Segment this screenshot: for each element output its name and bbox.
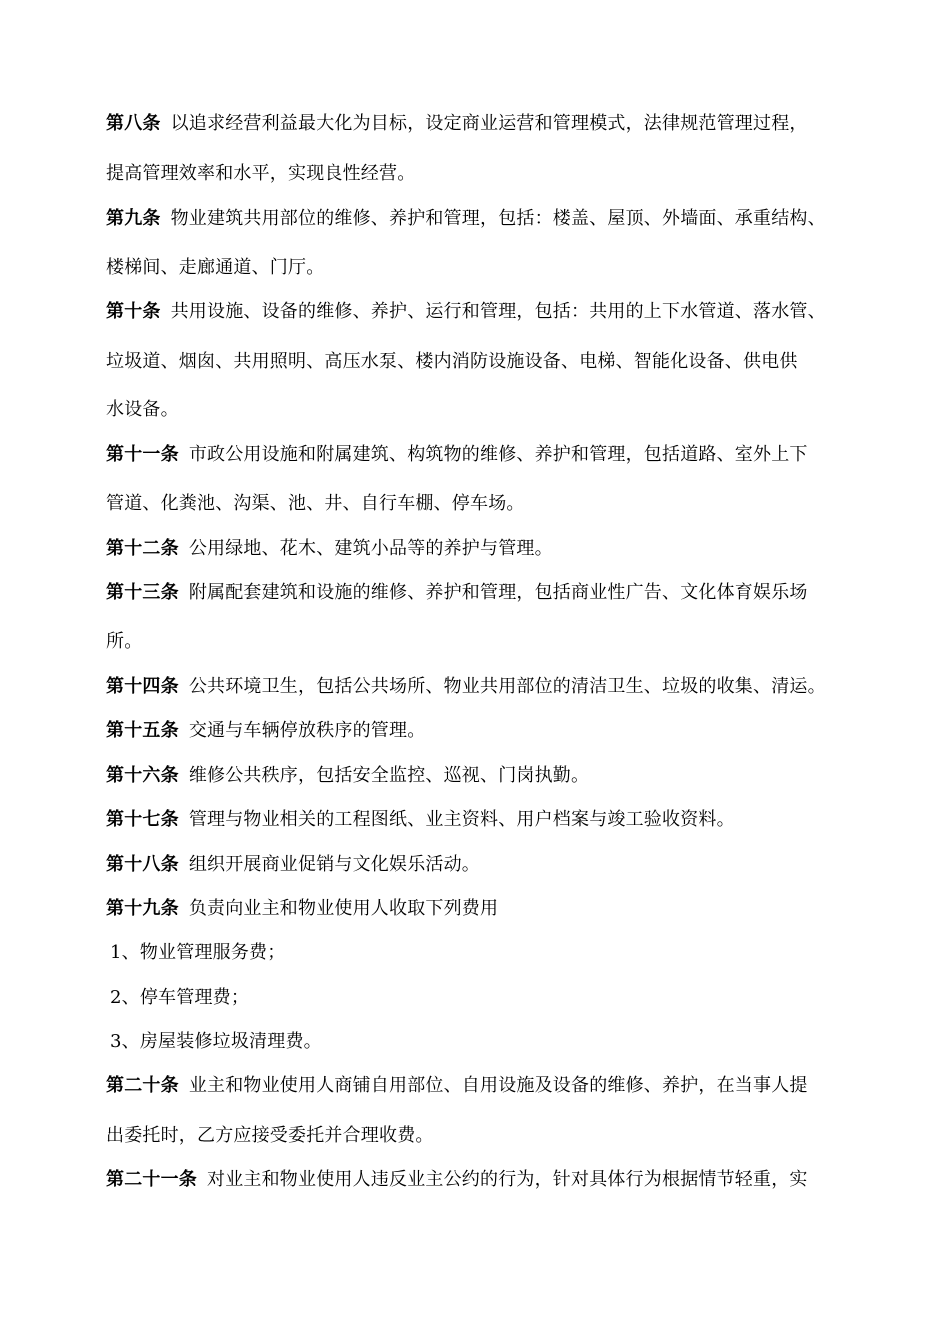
article-label: 第十五条: [106, 720, 179, 741]
article-10-line-1: [106, 300, 826, 324]
fee-item: 3、房屋装修垃圾清理费。: [110, 1031, 322, 1052]
article-10-line-3: 水设备。: [106, 399, 179, 420]
article-text: 以追求经营利益最大化为目标，设定商业运营和管理模式，法律规范管理过程，: [170, 113, 808, 134]
article-10-line-2: 垃圾道、烟囱、共用照明、高压水泵、楼内消防设施设备、电梯、智能化设备、供电供: [106, 351, 798, 372]
article-text: 公共环境卫生，包括公共场所、物业共用部位的清洁卫生、垃圾的收集、清运。: [188, 676, 826, 697]
article-14-line-1: [106, 675, 826, 699]
article-8-line-2: 提高管理效率和水平，实现良性经营。: [106, 163, 416, 184]
article-label: 第九条: [106, 208, 161, 229]
article-label: 第十三条: [106, 582, 179, 603]
fee-item: 1、物业管理服务费；: [110, 942, 286, 963]
article-text: 业主和物业使用人商铺自用部位、自用设施及设备的维修、养护，在当事人提: [188, 1075, 808, 1096]
article-label: 第十七条: [106, 809, 179, 830]
article-20-line-1: [106, 1074, 808, 1098]
article-16-line-1: [106, 764, 589, 788]
article-text: 管理与物业相关的工程图纸、业主资料、用户档案与竣工验收资料。: [188, 809, 735, 830]
article-text: 公用绿地、花木、建筑小品等的养护与管理。: [188, 538, 553, 559]
article-13-line-2: 所。: [106, 631, 143, 652]
article-21-line-1: [106, 1168, 808, 1192]
article-text: 组织开展商业促销与文化娱乐活动。: [188, 854, 481, 875]
article-label: 第八条: [106, 113, 161, 134]
article-label: 第二十一条: [106, 1169, 197, 1190]
article-text: 市政公用设施和附属建筑、构筑物的维修、养护和管理，包括道路、室外上下: [188, 444, 808, 465]
article-label: 第十二条: [106, 538, 179, 559]
article-20-line-2: 出委托时，乙方应接受委托并合理收费。: [106, 1125, 434, 1146]
article-label: 第十八条: [106, 854, 179, 875]
article-11-line-1: [106, 443, 808, 467]
article-label: 第十四条: [106, 676, 179, 697]
article-text: 维修公共秩序，包括安全监控、巡视、门岗执勤。: [188, 765, 590, 786]
article-18-line-1: [106, 853, 480, 877]
article-8-line-1: [106, 112, 808, 136]
article-label: 第十一条: [106, 444, 179, 465]
fee-item: 2、停车管理费；: [110, 987, 250, 1008]
article-text: 附属配套建筑和设施的维修、养护和管理，包括商业性广告、文化体育娱乐场: [188, 582, 808, 603]
article-text: 负责向业主和物业使用人收取下列费用: [188, 898, 499, 919]
article-12-line-1: [106, 537, 553, 561]
article-label: 第十九条: [106, 898, 179, 919]
article-text: 对业主和物业使用人违反业主公约的行为，针对具体行为根据情节轻重，实: [207, 1169, 808, 1190]
article-label: 第十六条: [106, 765, 179, 786]
article-17-line-1: [106, 808, 735, 832]
article-text: 交通与车辆停放秩序的管理。: [188, 720, 426, 741]
article-text: 物业建筑共用部位的维修、养护和管理，包括：楼盖、屋顶、外墙面、承重结构、: [170, 208, 826, 229]
article-13-line-1: [106, 581, 808, 605]
article-15-line-1: [106, 719, 425, 743]
article-label: 第十条: [106, 301, 161, 322]
article-19-line-1: [106, 897, 498, 921]
article-9-line-2: 楼梯间、走廊通道、门厅。: [106, 257, 325, 278]
article-9-line-1: [106, 207, 826, 231]
article-label: 第二十条: [106, 1075, 179, 1096]
article-text: 共用设施、设备的维修、养护、运行和管理，包括：共用的上下水管道、落水管、: [170, 301, 826, 322]
article-11-line-2: 管道、化粪池、沟渠、池、井、自行车棚、停车场。: [106, 493, 525, 514]
